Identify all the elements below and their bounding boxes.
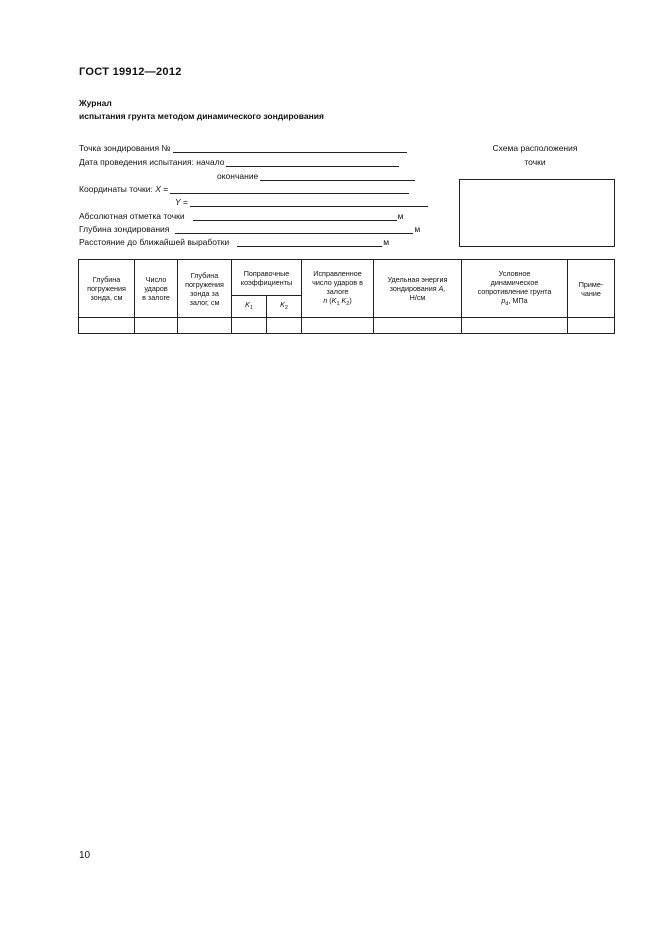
form-date-line: [79, 157, 399, 167]
col-coeffs-header: [232, 260, 302, 296]
date-start-blank[interactable]: [226, 157, 399, 167]
schema-label-line1: Схема расположения: [492, 143, 578, 153]
elevation-label: Абсолютная отметка точки: [79, 211, 185, 221]
elevation-unit: м: [397, 211, 404, 221]
col-res-l2: динамическое: [490, 277, 539, 287]
col-res-unit: , МПа: [508, 295, 528, 305]
k2-sub: 2: [284, 305, 288, 311]
col-energy-l2: [376, 284, 459, 293]
table-header-row: [79, 260, 615, 296]
journal-table: [78, 259, 615, 334]
form-depth-line: [79, 224, 420, 234]
col-k1-header: [232, 296, 267, 318]
col-energy-text: зондирования: [389, 284, 437, 293]
formula-k2: K: [341, 295, 347, 305]
k1-symbol: K: [245, 300, 250, 309]
distance-label: Расстояние до ближайшей выработки: [79, 237, 230, 247]
col-set-depth-header: [178, 260, 232, 318]
col-depth-header: [79, 260, 135, 318]
formula-n: n: [323, 295, 328, 305]
col-coeffs-l1: Поправочные: [243, 268, 290, 278]
point-blank[interactable]: [173, 143, 407, 153]
date-end-blank[interactable]: [260, 171, 415, 181]
cell-k2[interactable]: [267, 318, 302, 334]
col-coeffs-l2: коэффициенты: [240, 277, 293, 287]
schema-box[interactable]: [459, 179, 615, 247]
col-corr-l3: залоге: [326, 286, 349, 296]
col-blows-l3: в залоге: [142, 293, 170, 302]
col-corr-formula: [304, 296, 371, 309]
form-x-line: [79, 184, 409, 194]
y-equals: =: [183, 197, 189, 207]
elevation-blank[interactable]: [193, 211, 397, 221]
distance-blank[interactable]: [237, 237, 382, 247]
point-label: Точка зондирования №: [79, 143, 171, 153]
col-res-l1: Условное: [498, 268, 531, 278]
form-end-line: [217, 171, 415, 181]
col-depth-l2: погружения: [87, 284, 126, 293]
col-set-l2: погружения: [185, 279, 224, 289]
formula-open: (: [327, 295, 332, 305]
x-blank[interactable]: [170, 184, 409, 194]
journal-title-line2: испытания грунта методом динамического зондирования: [79, 111, 324, 121]
col-energy-l1: Удельная энергия: [387, 275, 448, 284]
coords-label: Координаты точки:: [79, 184, 153, 194]
depth-unit: м: [414, 224, 421, 234]
schema-label-line2: точки: [524, 157, 546, 167]
form-point-line: [79, 143, 407, 153]
col-set-l3: зонда за: [190, 288, 219, 298]
col-set-l1: Глубина: [190, 270, 219, 280]
page-number: 10: [79, 850, 91, 861]
col-k2-header: [267, 296, 302, 318]
col-resistance-header: [462, 260, 568, 318]
depth-blank[interactable]: [175, 224, 413, 234]
form-elevation-line: [79, 211, 403, 221]
date-label: Дата проведения испытания: начало: [79, 157, 225, 167]
table-row[interactable]: [79, 318, 615, 334]
col-note-header: [568, 260, 615, 318]
col-blows-header: [135, 260, 178, 318]
col-energy-header: [374, 260, 462, 318]
x-equals: =: [163, 184, 169, 194]
end-label: окончание: [217, 171, 259, 181]
col-note-l2: чание: [581, 288, 601, 298]
formula-sub1: 1: [336, 300, 340, 307]
cell-blows[interactable]: [135, 318, 178, 334]
cell-depth[interactable]: [79, 318, 135, 334]
col-res-l4: [464, 296, 565, 309]
form-distance-line: [79, 237, 389, 247]
k1-sub: 1: [249, 305, 253, 311]
cell-note[interactable]: [568, 318, 615, 334]
k2-symbol: K: [280, 300, 285, 309]
cell-set-depth[interactable]: [178, 318, 232, 334]
y-var: Y: [175, 197, 181, 207]
schema-label: [470, 141, 600, 169]
col-res-var: p: [501, 295, 506, 305]
cell-k1[interactable]: [232, 318, 267, 334]
x-var: X: [155, 184, 161, 194]
form-y-line: [175, 197, 428, 207]
col-res-l3: сопротивление грунта: [477, 286, 552, 296]
col-depth-l3: зонда, см: [90, 293, 123, 302]
cell-corrected[interactable]: [302, 318, 374, 334]
col-energy-var: A,: [438, 284, 446, 293]
col-note-l1: Приме-: [578, 279, 604, 289]
formula-close: ): [349, 295, 352, 305]
col-set-l4: залог, см: [189, 297, 220, 307]
standard-header: ГОСТ 19912—2012: [79, 66, 182, 78]
y-blank[interactable]: [190, 197, 428, 207]
col-corr-l2: число ударов в: [312, 277, 363, 287]
col-res-sub: d: [505, 300, 509, 307]
col-corrected-header: [302, 260, 374, 318]
col-energy-l3: Н/см: [409, 293, 426, 302]
col-blows-l2: ударов: [144, 284, 168, 293]
journal-title-line1: Журнал: [79, 98, 112, 108]
formula-sub2: 2: [346, 300, 350, 307]
distance-unit: м: [383, 237, 390, 247]
col-corr-l1: Исправленное: [313, 268, 362, 278]
col-depth-l1: Глубина: [92, 275, 121, 284]
depth-label: Глубина зондирования: [79, 224, 170, 234]
cell-resistance[interactable]: [462, 318, 568, 334]
formula-k1: K: [331, 295, 337, 305]
col-blows-l1: Число: [145, 275, 167, 284]
cell-energy[interactable]: [374, 318, 462, 334]
journal-title: [79, 97, 324, 123]
